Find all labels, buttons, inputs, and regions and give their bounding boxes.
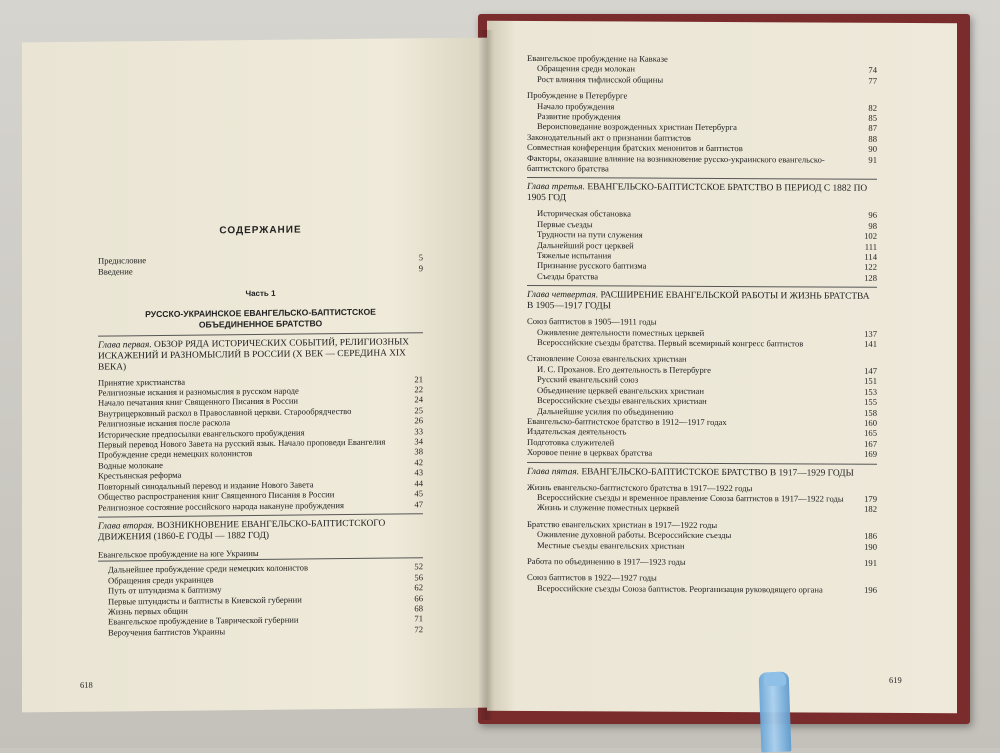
- toc-entry-page: 155: [864, 396, 877, 407]
- toc-entry-label: Исторические предпосылки евангельского пробуждения: [98, 427, 305, 440]
- toc-entry-label: Тяжелые испытания: [537, 250, 612, 261]
- section-heading: Союз баптистов в 1905—1911 годы: [527, 316, 657, 327]
- toc-entry-page: 34: [414, 436, 423, 447]
- toc-entry-label: Евангельское пробуждение в Таврической губернии: [108, 614, 299, 627]
- toc-entry-page: 128: [864, 272, 877, 283]
- toc-entry: [527, 583, 877, 595]
- toc-entry-page: 153: [864, 386, 877, 397]
- toc-entry: [527, 271, 877, 283]
- toc-entry: [527, 502, 877, 514]
- page-number: 619: [889, 674, 902, 685]
- toc-entry-label: Факторы, оказавшие влияние на возникновение русско-украинского евангельско-баптистского братства: [527, 152, 825, 174]
- toc-entry-page: 26: [414, 415, 423, 426]
- toc-entry-label: Предисловие: [98, 255, 147, 267]
- section-heading: Евангельское пробуждение на юге Украины: [98, 547, 259, 560]
- toc-entry-label: Подготовка служителей: [527, 436, 615, 448]
- chapter-5-heading: [527, 467, 877, 480]
- toc-entry-page: 102: [864, 230, 877, 242]
- toc-entry-page: 111: [864, 241, 877, 252]
- toc-entry: [527, 447, 877, 459]
- toc-entry-page: 24: [414, 394, 423, 405]
- toc-entry-page: 85: [868, 112, 877, 123]
- chapter-1-list: [98, 374, 423, 513]
- book-gutter: [478, 30, 494, 720]
- toc-entry-page: 21: [414, 373, 423, 384]
- divider: [527, 462, 877, 465]
- toc-front: [98, 224, 423, 638]
- front-matter-list: [98, 253, 423, 277]
- toc-entry-page: 56: [414, 571, 423, 583]
- section-heading: Союз баптистов в 1922—1927 годы: [527, 572, 657, 584]
- toc-entry-label: Жизнь первых общин: [108, 605, 188, 617]
- section-heading: Становление Союза евангельских христиан: [527, 353, 687, 365]
- chapter-3-title: ЕВАНГЕЛЬСКО-БАПТИСТСКОЕ БРАТСТВО В ПЕРИОД С 1882 ПО 1905 ГОД: [527, 182, 868, 204]
- toc-entry-page: 87: [868, 123, 877, 134]
- toc-entry-label: Местные съезды евангельских христиан: [537, 539, 685, 551]
- section-heading: Братство евангельских христиан в 1917—1922 годы: [527, 518, 718, 530]
- chapter-1-title: ОБЗОР РЯДА ИСТОРИЧЕСКИХ СОБЫТИЙ, РЕЛИГИОЗНЫХ ИСКАЖЕНИЙ И РАЗНОМЫСЛИЙ В РОССИИ (X ВЕК — СЕРЕДИНА XIX ВЕКА): [98, 337, 410, 373]
- chapter-4-prefix: Глава четвертая.: [527, 290, 599, 301]
- part-label: Часть 1: [245, 288, 276, 299]
- toc-entry: [527, 337, 877, 349]
- toc-entry-page: 169: [864, 448, 877, 459]
- toc-entry-label: Принятие христианства: [98, 376, 186, 388]
- divider: [98, 332, 423, 336]
- toc-entry-page: 5: [418, 252, 423, 263]
- toc-entry-label: Первые съезды: [537, 218, 593, 230]
- toc-title: СОДЕРЖАНИЕ: [219, 224, 302, 237]
- toc-entry-page: 44: [414, 477, 423, 489]
- chapter-3-heading: [527, 182, 877, 206]
- toc-entry-page: 42: [414, 457, 423, 468]
- toc-entry-label: Водные молокане: [98, 459, 163, 471]
- toc-entry-page: 9: [418, 263, 423, 274]
- chapter-3-prefix: Глава третья.: [527, 182, 585, 193]
- toc-entry-page: 68: [414, 603, 423, 614]
- toc-entry-page: 71: [414, 613, 423, 624]
- toc-entry-label: Рост влияния тифлисской общины: [537, 73, 664, 85]
- toc-entry-page: 122: [864, 262, 877, 273]
- toc-entry-label: Начало печатания книг Священного Писания в России: [98, 395, 299, 409]
- toc-entry-page: 141: [864, 338, 877, 349]
- right-page: [487, 21, 957, 713]
- toc-entry: [98, 624, 423, 638]
- toc-entry-label: Религиозное состояние российского народа накануне пробуждения: [98, 499, 344, 513]
- chapter-4-heading: [527, 290, 877, 314]
- toc-entry-page: 22: [414, 384, 423, 395]
- toc-entry-label: Дальнейшие усилия по объединению: [537, 405, 674, 417]
- toc-entry-label: Вероучения баптистов Украины: [108, 626, 226, 638]
- toc-entry-label: Русский евангельский союз: [537, 374, 639, 385]
- toc-entry-label: Всероссийские съезды Союза баптистов. Реорганизация руководящего органа: [537, 582, 823, 595]
- toc-entry: [527, 153, 877, 176]
- toc-entry-page: 82: [868, 102, 877, 113]
- toc-entry-page: 186: [864, 530, 877, 541]
- toc-entry-page: 137: [864, 328, 877, 339]
- toc-entry-label: Трудности на пути служения: [537, 229, 643, 240]
- divider: [98, 513, 423, 517]
- toc-entry-page: 167: [864, 438, 877, 449]
- toc-entry-page: 52: [414, 561, 423, 572]
- toc-entry-label: Повторный синодальный перевод и издание Нового Завета: [98, 479, 314, 492]
- toc-entry-label: Общество распространения книг Священного Писания в России: [98, 489, 335, 502]
- part-title-line-1: РУССКО-УКРАИНСКОЕ ЕВАНГЕЛЬСКО-БАПТИСТСКОЕ: [145, 306, 376, 319]
- toc-entry-page: 33: [414, 425, 423, 436]
- toc-entry-label: Религиозные искания и разномыслия в русском народе: [98, 385, 299, 398]
- section-heading: Жизнь евангельско-баптистского братства в 1917—1922 годы: [527, 481, 753, 493]
- toc-entry-page: 88: [868, 133, 877, 144]
- toc-entry-label: Религиозные искания после раскола: [98, 417, 231, 429]
- toc-entry-label: Пробуждение среди немецких колонистов: [98, 448, 253, 461]
- toc-entry-page: 45: [414, 488, 423, 499]
- toc-entry-label: И. С. Проханов. Его деятельность в Петербурге: [537, 363, 711, 375]
- chapter-1-heading: [98, 337, 423, 373]
- toc-entry-label: Хоровое пение в церквах братства: [527, 447, 653, 458]
- toc-entry-label: Первые штундисты и баптисты в Киевской губернии: [108, 594, 302, 607]
- toc-entry-page: 160: [864, 417, 877, 428]
- toc-entry-page: 98: [868, 220, 877, 231]
- toc-entry-page: 91: [868, 154, 877, 165]
- toc-entry-label: Совместная конференция братских менонитов и баптистов: [527, 142, 743, 154]
- toc-entry-label: Объединение церквей евангельских христиан: [537, 384, 704, 396]
- toc-entry-page: 151: [864, 376, 877, 387]
- toc-entry-page: 62: [414, 582, 423, 593]
- toc-entry-page: 47: [414, 498, 423, 509]
- toc-entry-label: Обращения среди молокан: [537, 63, 636, 74]
- toc-entry-label: Обращения среди украинцев: [108, 574, 214, 586]
- toc-entry: [98, 499, 423, 513]
- toc-entry-label: Оживление деятельности поместных церквей: [537, 326, 705, 338]
- toc-entry-label: Развитие пробуждения: [537, 111, 621, 122]
- toc-entry-label: Крестьянская реформа: [98, 470, 182, 481]
- toc-entry-label: Оживление духовной работы. Всероссийские съезды: [537, 529, 732, 541]
- toc-entry-label: Законодательный акт о признании баптистов: [527, 131, 691, 143]
- toc-entry-page: 43: [414, 467, 423, 478]
- chapter-1-prefix: Глава первая.: [98, 339, 152, 351]
- chapter-2-list: [98, 562, 423, 638]
- divider: [527, 285, 877, 288]
- toc-entry-label: Внутрицерковный раскол в Православной церкви. Старообрядчество: [98, 405, 352, 419]
- left-page: [22, 38, 487, 713]
- section-heading: Евангельское пробуждение на Кавказе: [527, 52, 668, 64]
- toc-entry-page: 72: [414, 623, 423, 635]
- toc-entry-page: 182: [864, 504, 877, 515]
- toc-entry-label: Всероссийские съезды братства. Первый всемирный конгресс баптистов: [537, 337, 804, 349]
- chapter-2-prefix: Глава вторая.: [98, 520, 155, 532]
- chapter-5-prefix: Глава пятая.: [527, 466, 580, 477]
- toc-entry-label: Съезды братства: [537, 270, 599, 282]
- toc-entry-label: Признание русского баптизма: [537, 260, 647, 272]
- toc-entry-page: 77: [868, 75, 877, 86]
- toc-entry-page: 165: [864, 428, 877, 439]
- toc-continued: [527, 53, 877, 595]
- toc-entry-label: Издательская деятельность: [527, 426, 627, 437]
- toc-entry-label: Путь от штундизма к баптизму: [108, 584, 222, 596]
- toc-entry-page: 147: [864, 365, 877, 376]
- toc-entry-page: 25: [414, 405, 423, 416]
- toc-entry-page: 38: [414, 446, 423, 457]
- chapter-5-title: ЕВАНГЕЛЬСКО-БАПТИСТСКОЕ БРАТСТВО В 1917—1929 ГОДЫ: [581, 466, 854, 479]
- toc-entry-label: Всероссийские съезды евангельских христиан: [537, 395, 707, 407]
- toc-entry-label: Дальнейший рост церквей: [537, 239, 634, 251]
- marker-cap: [764, 672, 786, 687]
- toc-entry-page: 196: [864, 584, 877, 595]
- toc-entry-label: Введение: [98, 266, 133, 277]
- toc-entry: Работа по объединению в 1917—1923 годы 191: [527, 555, 877, 568]
- chapter-4-title: РАСШИРЕНИЕ ЕВАНГЕЛЬСКОЙ РАБОТЫ И ЖИЗНЬ БРАТСТВА В 1905—1917 ГОДЫ: [527, 290, 870, 312]
- section-heading: Пробуждение в Петербурге: [527, 90, 628, 101]
- toc-entry-label: Начало пробуждения: [537, 100, 615, 112]
- toc-entry-page: 90: [868, 143, 877, 155]
- toc-entry-label: Всероссийские съезды и временное правление Союза баптистов в 1917—1922 годы: [537, 491, 844, 504]
- toc-entry-label: Вероисповедание возрожденных христиан Петербурга: [537, 121, 737, 133]
- toc-entry-page: 74: [868, 65, 877, 76]
- toc-entry-label: Первый перевод Нового Завета на русский язык. Начало проповеди Евангелия: [98, 436, 386, 450]
- toc-entry-page: 66: [414, 592, 423, 603]
- toc-entry-page: 114: [864, 251, 877, 262]
- toc-entry-page: 158: [864, 407, 877, 418]
- toc-entry-label: Жизнь и служение поместных церквей: [537, 502, 680, 514]
- page-number: 618: [80, 679, 93, 690]
- toc-entry: [527, 540, 877, 552]
- chapter-2-title: ВОЗНИКНОВЕНИЕ ЕВАНГЕЛЬСКО-БАПТИСТСКОГО ДВИЖЕНИЯ (1860-Е ГОДЫ — 1882 ГОД): [98, 518, 386, 543]
- toc-entry-label: Историческая обстановка: [537, 208, 631, 219]
- toc-entry-page: 179: [864, 493, 877, 504]
- toc-entry-page: 190: [864, 541, 877, 552]
- toc-entry-page: 96: [868, 210, 877, 221]
- toc-entry-label: Евангельско-баптистское братство в 1912—1917 годах: [527, 415, 727, 427]
- toc-entry: [527, 74, 877, 86]
- divider: [527, 177, 877, 180]
- part-title-line-2: ОБЪЕДИНЕННОЕ БРАТСТВО: [198, 317, 323, 330]
- toc-entry-label: Дальнейшее пробуждение среди немецких колонистов: [108, 562, 309, 575]
